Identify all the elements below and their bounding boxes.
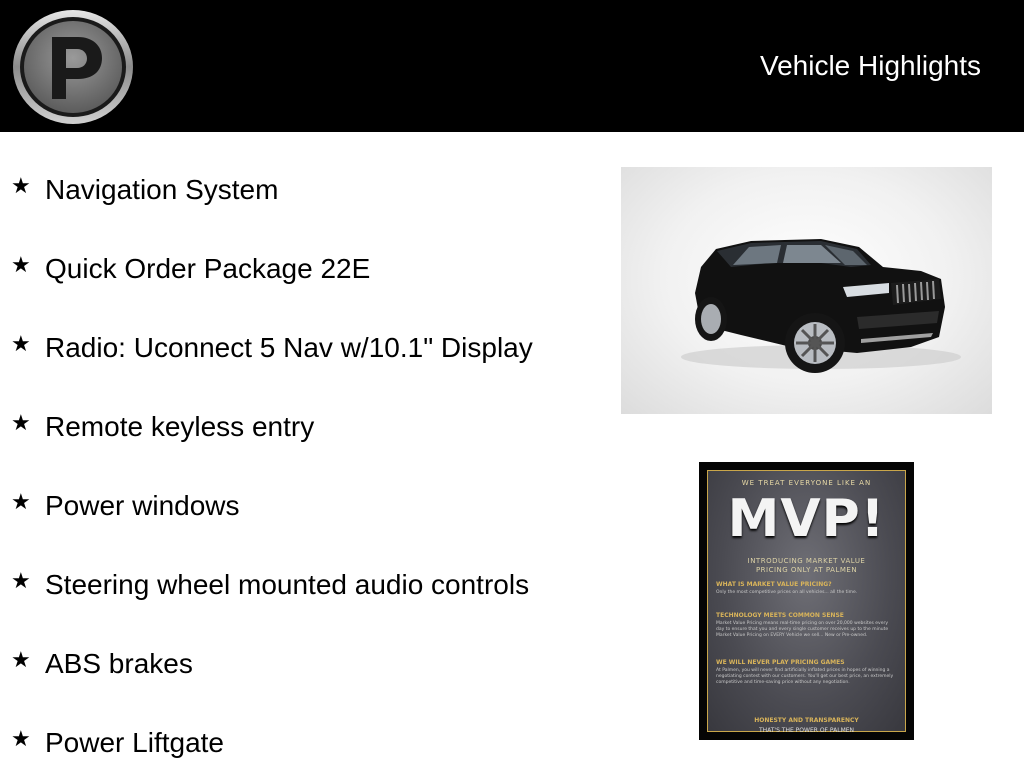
star-icon: ★ [11,725,31,751]
promo-subline: PRICING ONLY AT PALMEN [755,566,858,574]
feature-item [0,703,600,782]
promo-section-text: Only the most competitive prices on all vehicles... all the time. [716,590,858,595]
promo-footer-title: HONESTY AND TRANSPARENCY [754,717,859,724]
star-icon: ★ [11,488,31,514]
page-title: Vehicle Highlights [759,50,981,81]
feature-item [0,545,600,624]
promo-headline: MVP! [727,489,886,549]
vehicle-photo [621,167,992,414]
feature-item [0,466,600,545]
promo-panel [707,470,906,732]
feature-list [0,150,600,782]
feature-label: Navigation System [45,173,279,205]
feature-label: Remote keyless entry [45,410,315,442]
promo-tagline: WE TREAT EVERYONE LIKE AN [741,479,872,487]
feature-label: ABS brakes [45,647,193,679]
feature-label: Power Liftgate [45,726,224,758]
promo-section-text: Market Value Pricing means real-time pricing on over 20,000 websites every day to ensure that you and every single customer receives up to the minute Market Value Pricing on EVERY Vehicle we sell... New or Pre-owned. [716,621,889,638]
mvp-promo-poster [699,462,914,740]
promo-section-title: WHAT IS MARKET VALUE PRICING? [716,581,832,588]
star-icon: ★ [11,251,31,277]
header-bar [0,0,1024,132]
star-icon: ★ [11,567,31,593]
palmen-logo [11,8,135,126]
star-icon: ★ [11,172,31,198]
feature-label: Steering wheel mounted audio controls [45,568,530,600]
star-icon: ★ [11,330,31,356]
feature-label: Radio: Uconnect 5 Nav w/10.1" Display [45,331,533,363]
feature-label: Quick Order Package 22E [45,252,371,284]
feature-item [0,387,600,466]
feature-item [0,624,600,703]
promo-footer-text: THAT'S THE POWER OF PALMEN [758,727,855,734]
promo-subline: INTRODUCING MARKET VALUE [747,557,866,565]
feature-item [0,150,600,229]
feature-item [0,229,600,308]
star-icon: ★ [11,646,31,672]
promo-section-text: At Palmen, you will never find artificially inflated prices in hopes of winning a negotiating contest with our customers. You'll get our best price, an extremely competitive and time-saving price without any negotiation. [716,668,894,685]
feature-label: Power windows [45,489,240,521]
promo-section-title: WE WILL NEVER PLAY PRICING GAMES [716,659,845,666]
promo-section-title: TECHNOLOGY MEETS COMMON SENSE [716,612,844,619]
suv-photo-icon [621,167,992,414]
star-icon: ★ [11,409,31,435]
feature-item [0,308,600,387]
